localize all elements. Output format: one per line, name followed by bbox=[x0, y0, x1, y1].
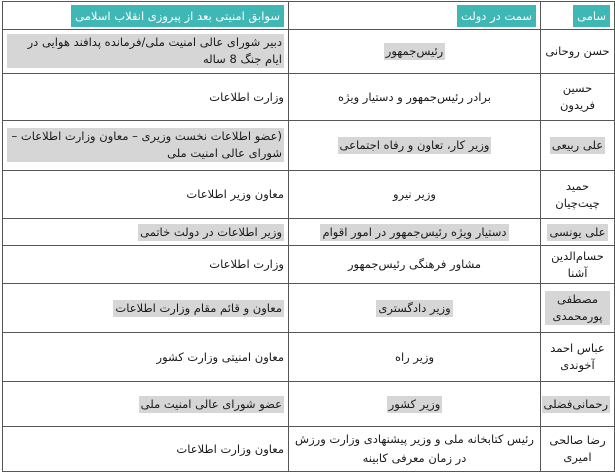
sec-text: معاون وزیر اطلاعات bbox=[186, 187, 284, 201]
gov-text: دستیار ویژه رئیس‌جمهور در امور اقوام bbox=[322, 224, 507, 239]
name-text: رحمانی‌فضلی bbox=[543, 396, 608, 411]
sec-cell bbox=[3, 246, 289, 284]
gov-cell bbox=[289, 171, 541, 219]
gov-cell bbox=[289, 382, 541, 427]
sec-text: عضو شورای عالی امنیت ملی bbox=[140, 396, 282, 411]
sec-text: وزارت اطلاعات bbox=[209, 257, 284, 271]
gov-text: وزیر راه bbox=[394, 349, 435, 364]
sec-cell bbox=[3, 171, 289, 219]
header-name-cell bbox=[541, 2, 615, 30]
gov-text: وزیر دادگستری bbox=[378, 300, 451, 315]
name-cell bbox=[541, 30, 615, 74]
gov-cell bbox=[289, 30, 541, 74]
header-row bbox=[3, 2, 615, 30]
gov-text: وزیر کشور bbox=[388, 396, 441, 411]
gov-cell bbox=[289, 121, 541, 171]
table-row bbox=[3, 121, 615, 171]
header-gov: سمت در دولت bbox=[457, 5, 536, 27]
sec-cell bbox=[3, 333, 289, 382]
name-cell bbox=[541, 121, 615, 171]
header-name: سامی bbox=[573, 5, 610, 27]
gov-text: وزیر نیرو bbox=[393, 187, 436, 201]
gov-cell bbox=[289, 74, 541, 121]
gov-cell bbox=[289, 219, 541, 246]
officials-table bbox=[2, 1, 615, 472]
sec-cell bbox=[3, 121, 289, 171]
sec-text: (عضو اطلاعات نخست وزیری – معاون وزارت اطلاعات – شورای عالی امنیت ملی bbox=[7, 128, 284, 162]
sec-cell bbox=[3, 382, 289, 427]
gov-text: مشاور فرهنگی رئیس‌جمهور bbox=[347, 257, 482, 271]
name-cell bbox=[541, 219, 615, 246]
name-text: رضا صالحی امیری bbox=[549, 433, 606, 464]
sec-text: معاون امنیتی وزارت کشور bbox=[156, 349, 284, 364]
gov-cell bbox=[289, 427, 541, 472]
name-cell bbox=[541, 171, 615, 219]
name-cell bbox=[541, 333, 615, 382]
name-text: حمید چیت‌چیان bbox=[555, 178, 600, 210]
gov-cell bbox=[289, 284, 541, 333]
header-sec-cell bbox=[3, 2, 289, 30]
sec-cell bbox=[3, 219, 289, 246]
name-cell bbox=[541, 382, 615, 427]
header-gov-cell bbox=[289, 2, 541, 30]
sec-text: وزیر اطلاعات در دولت خاتمی bbox=[140, 224, 282, 239]
gov-text: رئیس کتابخانه ملی و وزیر پیشنهادی وزارت ورزش در زمان معرفی کابینه bbox=[295, 432, 534, 465]
table-row bbox=[3, 74, 615, 121]
sec-cell bbox=[3, 427, 289, 472]
table-row bbox=[3, 246, 615, 284]
table-row bbox=[3, 382, 615, 427]
sec-cell bbox=[3, 74, 289, 121]
sec-cell bbox=[3, 30, 289, 74]
gov-text: برادر رئیس‌جمهور و دستیار ویژه bbox=[338, 89, 491, 104]
name-text: حسام‌الدین آشنا bbox=[551, 248, 604, 280]
table-row bbox=[3, 333, 615, 382]
name-text: حسین فریدون bbox=[559, 81, 596, 112]
name-text: علی یونسی bbox=[549, 224, 606, 239]
sec-text: معاون وزارت اطلاعات bbox=[176, 441, 284, 456]
table-row bbox=[3, 427, 615, 472]
name-cell bbox=[541, 246, 615, 284]
name-text: مصطفی پورمحمدی bbox=[545, 291, 610, 325]
sec-text: دبیر شورای عالی امنیت ملی/فرمانده پدافند هوایی در ایام جنگ 8 ساله bbox=[7, 34, 284, 68]
name-text: عباس احمد آخوندی bbox=[550, 341, 605, 372]
table-row bbox=[3, 284, 615, 333]
table-row bbox=[3, 30, 615, 74]
header-sec: سوابق امنیتی بعد از پیروزی انقلاب اسلامی bbox=[71, 5, 284, 27]
name-cell bbox=[541, 427, 615, 472]
sec-text: وزارت اطلاعات bbox=[209, 89, 284, 104]
gov-text: وزیر کار، تعاون و رفاه اجتماعی bbox=[339, 138, 490, 152]
sec-cell bbox=[3, 284, 289, 333]
gov-cell bbox=[289, 333, 541, 382]
table-row bbox=[3, 171, 615, 219]
name-cell bbox=[541, 284, 615, 333]
gov-cell bbox=[289, 246, 541, 284]
name-text: علی ربیعی bbox=[551, 138, 604, 152]
sec-text: معاون و قائم مقام وزارت اطلاعات bbox=[115, 300, 282, 315]
table-row bbox=[3, 219, 615, 246]
name-text: حسن روحانی bbox=[545, 44, 610, 58]
name-cell bbox=[541, 74, 615, 121]
gov-text: رئیس‌جمهور bbox=[385, 44, 444, 58]
